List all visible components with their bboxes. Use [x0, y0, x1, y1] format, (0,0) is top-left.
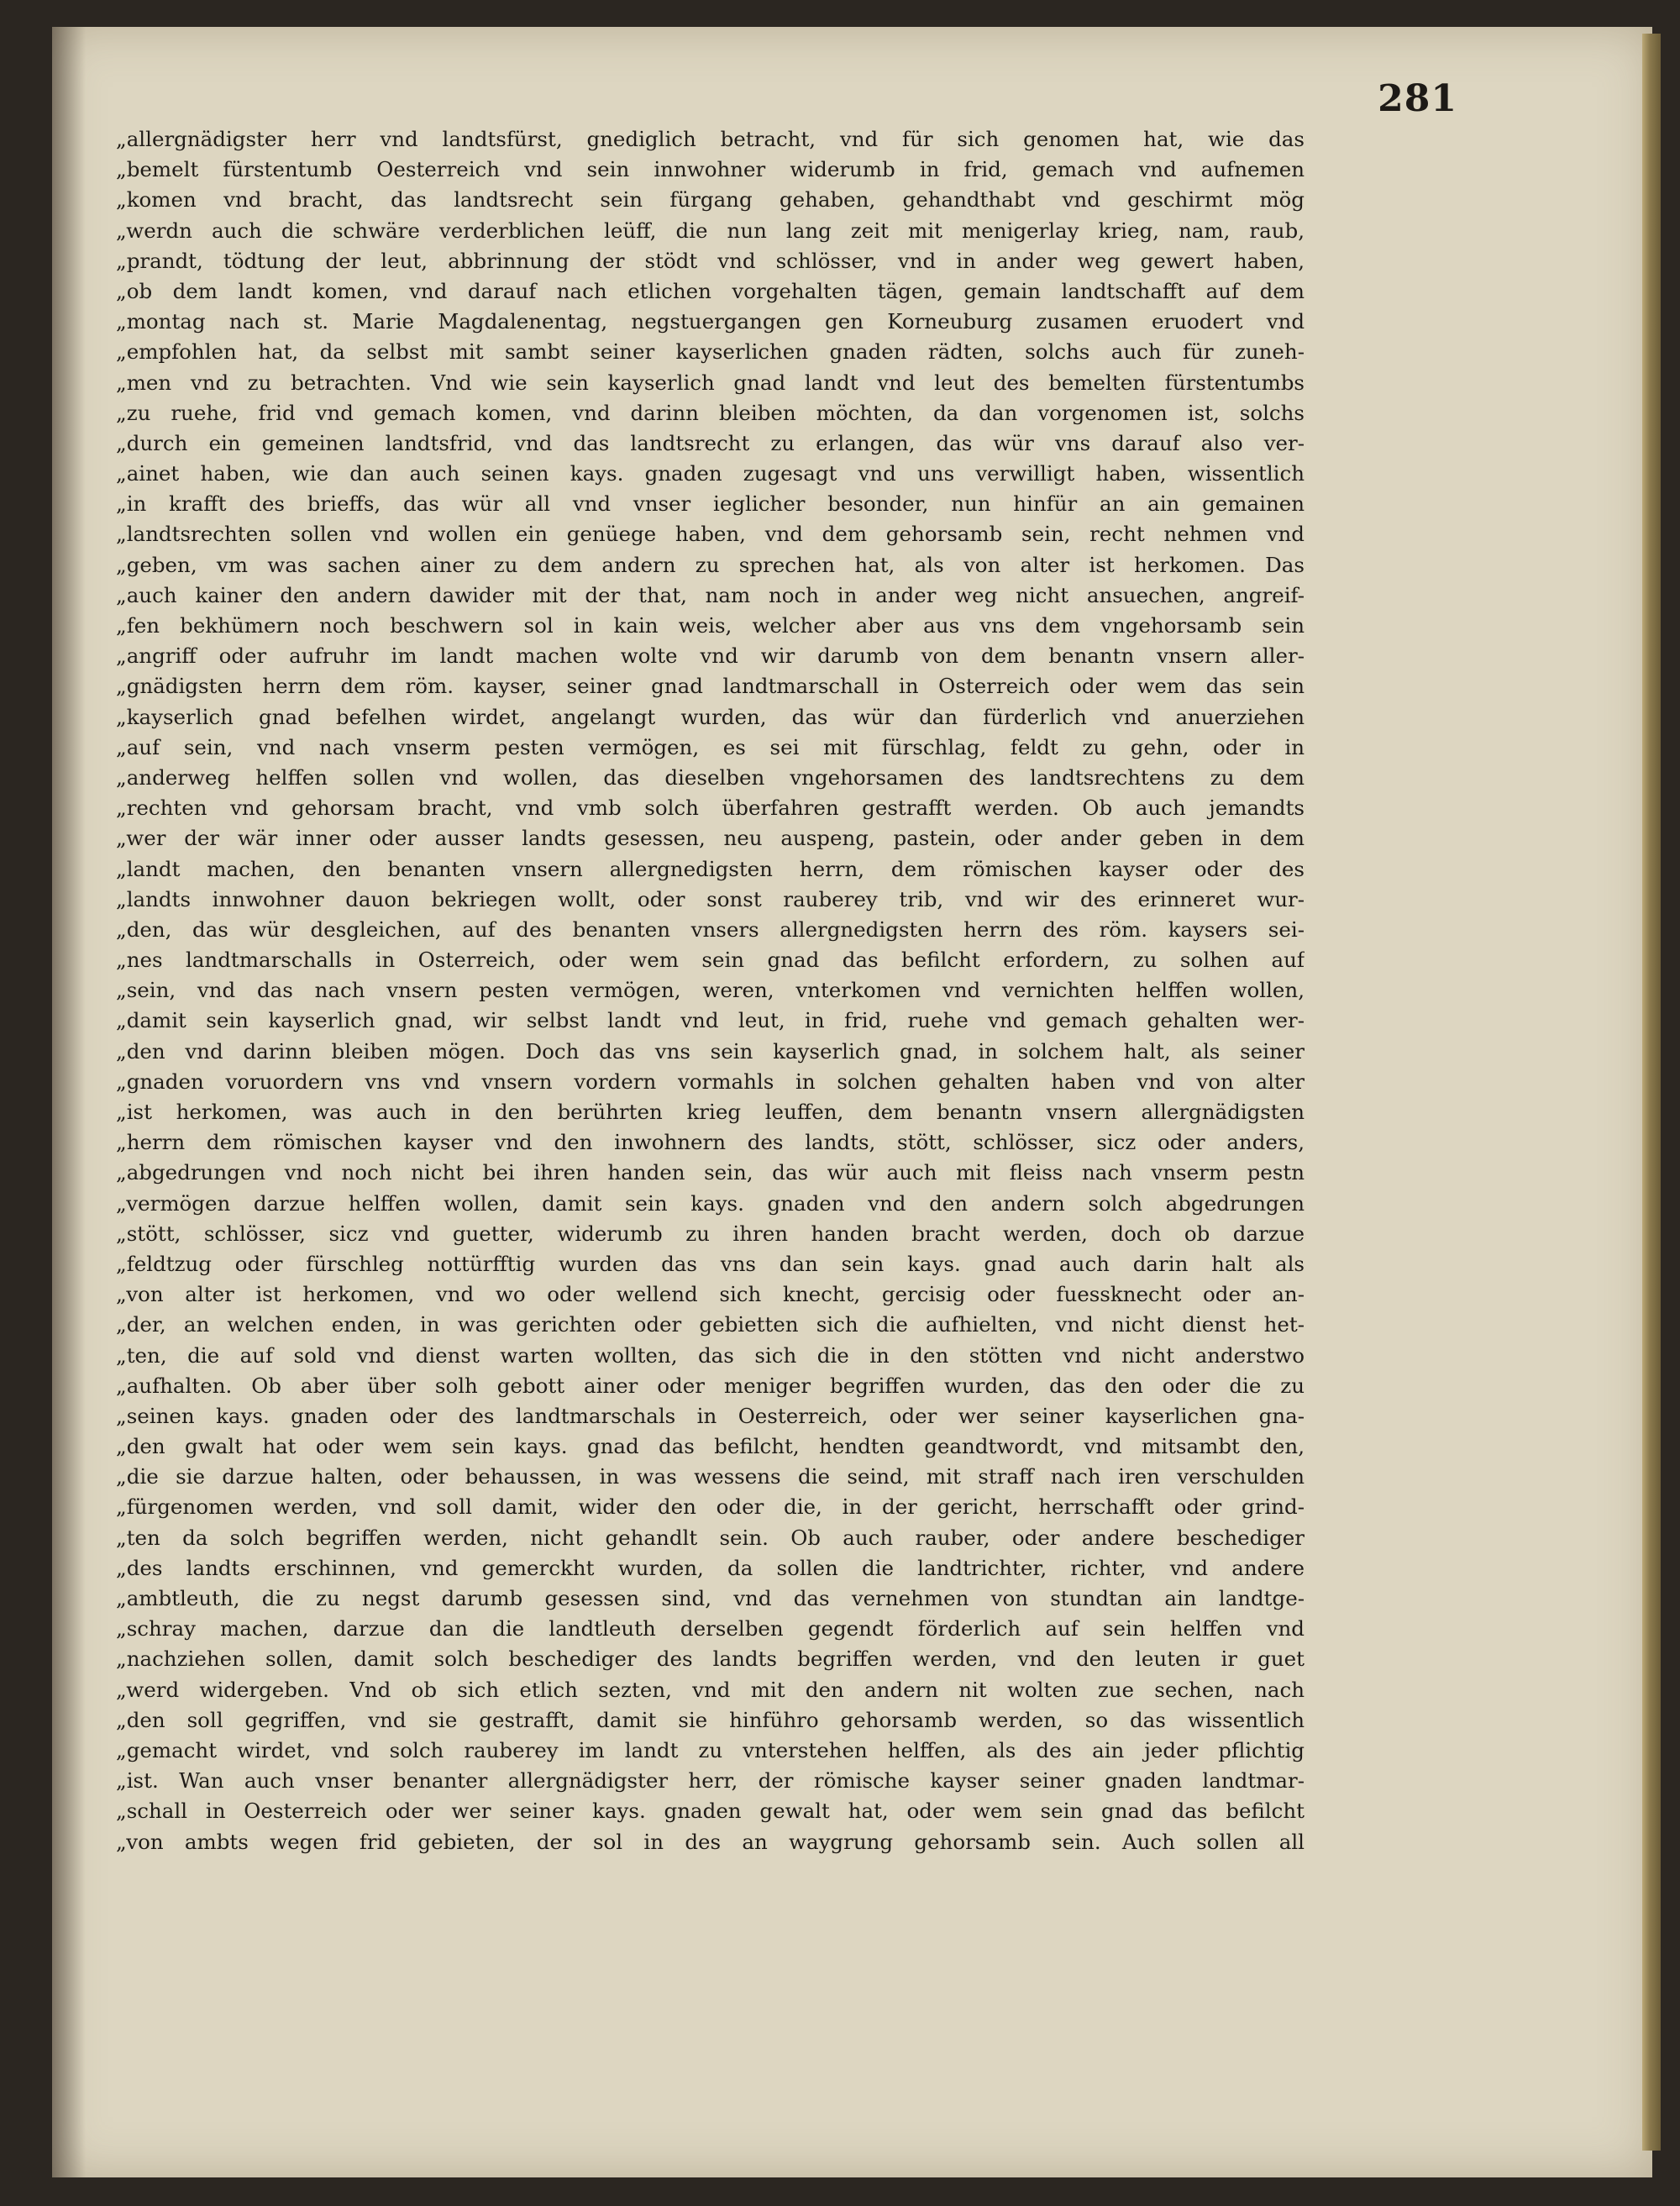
text-line: „zu ruehe, frid vnd gemach komen, vnd darinn bleiben möchten, da dan vorgenomen ist, solchs: [116, 400, 1305, 425]
text-line: „des landts erschinnen, vnd gemerckht wurden, da sollen die landtrichter, richter, vnd andere: [116, 1555, 1305, 1580]
text-line: „ob dem landt komen, vnd darauf nach etlichen vorgehalten tägen, gemain landtschafft auf dem: [116, 278, 1305, 303]
text-line: „ist. Wan auch vnser benanter allergnädigster herr, der römische kayser seiner gnaden landtmar-: [116, 1768, 1305, 1794]
text-line: „feldtzug oder fürschleg nottürfftig wurden das vns dan sein kays. gnad auch darin halt als: [116, 1251, 1305, 1276]
text-line: „aufhalten. Ob aber über solh gebott ainer oder meniger begriffen wurden, das den oder die zu: [116, 1373, 1305, 1398]
text-line: „wer der wär inner oder ausser landts gesessen, neu auspeng, pastein, oder ander geben in dem: [116, 826, 1305, 851]
text-line: „den gwalt hat oder wem sein kays. gnad das befilcht, hendten geandtwordt, vnd mitsambt den,: [116, 1434, 1305, 1459]
text-line: „nes landtmarschalls in Osterreich, oder wem sein gnad das befilcht erfordern, zu solhen auf: [116, 948, 1305, 973]
text-line: „der, an welchen enden, in was gerichten oder gebietten sich die aufhielten, vnd nicht dienst het-: [116, 1312, 1305, 1337]
text-line: „fürgenomen werden, vnd soll damit, wider den oder die, in der gericht, herrschafft oder grind-: [116, 1494, 1305, 1520]
text-line: „von alter ist herkomen, vnd wo oder wellend sich knecht, gercisig oder fuessknecht oder an-: [116, 1282, 1305, 1307]
text-line: „landt machen, den benanten vnsern allergnedigsten herrn, dem römischen kayser oder des: [116, 856, 1305, 881]
text-line: „werdn auch die schwäre verderblichen leüff, die nun lang zeit mit menigerlay krieg, nam, raub,: [116, 218, 1305, 243]
text-line: „bemelt fürstentumb Oesterreich vnd sein innwohner widerumb in frid, gemach vnd aufnemen: [116, 157, 1305, 182]
text-line: „gnädigsten herrn dem röm. kayser, seiner gnad landtmarschall in Osterreich oder wem das sein: [116, 674, 1305, 699]
text-line: „komen vnd bracht, das landtsrecht sein fürgang gehaben, gehandthabt vnd geschirmt mög: [116, 187, 1305, 213]
text-line: „in krafft des brieffs, das wür all vnd vnser ieglicher besonder, nun hinfür an ain gemainen: [116, 491, 1305, 517]
text-line: „auf sein, vnd nach vnserm pesten vermögen, es sei mit fürschlag, feldt zu gehn, oder in: [116, 734, 1305, 759]
text-line: „abgedrungen vnd noch nicht bei ihren handen sein, das wür auch mit fleiss nach vnserm pestn: [116, 1160, 1305, 1185]
text-line: „werd widergeben. Vnd ob sich etlich sezten, vnd mit den andern nit wolten zue sechen, nach: [116, 1677, 1305, 1702]
text-line: „kayserlich gnad befelhen wirdet, angelangt wurden, das wür dan fürderlich vnd anuerziehen: [116, 704, 1305, 729]
text-line: „schall in Oesterreich oder wer seiner kays. gnaden gewalt hat, oder wem sein gnad das befilcht: [116, 1799, 1305, 1824]
text-line: „ainet haben, wie dan auch seinen kays. gnaden zugesagt vnd uns verwilligt haben, wissentlich: [116, 461, 1305, 486]
text-line: „von ambts wegen frid gebieten, der sol in des an waygrung gehorsamb sein. Auch sollen all: [116, 1829, 1305, 1854]
text-line: „sein, vnd das nach vnsern pesten vermögen, weren, vnterkomen vnd vernichten helffen wollen,: [116, 978, 1305, 1003]
text-line: „herrn dem römischen kayser vnd den inwohnern des landts, stött, schlösser, sicz oder anders,: [116, 1130, 1305, 1155]
text-line: „gemacht wirdet, vnd solch rauberey im landt zu vnterstehen helffen, als des ain jeder pflichtig: [116, 1737, 1305, 1762]
text-line: „durch ein gemeinen landtsfrid, vnd das landtsrecht zu erlangen, das wür vns darauf also ver-: [116, 430, 1305, 455]
text-line: „ambtleuth, die zu negst darumb gesessen sind, vnd das vernehmen von stundtan ain landtge-: [116, 1586, 1305, 1610]
text-line: „seinen kays. gnaden oder des landtmarschals in Oesterreich, oder wer seiner kayserlichen gna-: [116, 1403, 1305, 1428]
text-line: „den vnd darinn bleiben mögen. Doch das vns sein kayserlich gnad, in solchem halt, als seiner: [116, 1038, 1305, 1064]
text-line: „ist herkomen, was auch in den berührten krieg leuffen, dem benantn vnsern allergnädigsten: [116, 1100, 1305, 1124]
text-line: „den soll gegriffen, vnd sie gestrafft, damit sie hinführo gehorsamb werden, so das wissentlich: [116, 1707, 1305, 1732]
text-line: „den, das wür desgleichen, auf des benanten vnsers allergnedigsten herrn des röm. kaysers sei-: [116, 917, 1305, 942]
text-line: „angriff oder aufruhr im landt machen wolte vnd wir darumb von dem benantn vnsern aller-: [116, 643, 1305, 669]
text-line: „allergnädigster herr vnd landtsfürst, gnediglich betracht, vnd für sich genomen hat, wie das: [116, 127, 1305, 151]
text-line: „schray machen, darzue dan die landtleuth derselben gegendt förderlich auf sein helffen vnd: [116, 1616, 1305, 1641]
text-line: „landts innwohner dauon bekriegen wollt, oder sonst rauberey trib, vnd wir des erinneret wur-: [116, 886, 1305, 911]
text-line: „landtsrechten sollen vnd wollen ein genüege haben, vnd dem gehorsamb sein, recht nehmen vnd: [116, 522, 1305, 547]
text-line: „stött, schlösser, sicz vnd guetter, widerumb zu ihren handen bracht werden, doch ob darzue: [116, 1221, 1305, 1246]
text-line: „geben, vm was sachen ainer zu dem andern zu sprechen hat, als von alter ist herkomen. Das: [116, 552, 1305, 577]
text-line: „men vnd zu betrachten. Vnd wie sein kayserlich gnad landt vnd leut des bemelten fürstentumbs: [116, 370, 1305, 395]
text-line: „vermögen darzue helffen wollen, damit sein kays. gnaden vnd den andern solch abgedrungen: [116, 1190, 1305, 1216]
text-line: „anderweg helffen sollen vnd wollen, das dieselben vngehorsamen des landtsrechtens zu dem: [116, 764, 1305, 790]
text-line: „die sie darzue halten, oder behaussen, in was wessens die seind, mit straff nach iren verschulden: [116, 1464, 1305, 1489]
text-line: „prandt, tödtung der leut, abbrinnung der stödt vnd schlösser, vnd in ander weg gewert haben,: [116, 248, 1305, 273]
text-line: „auch kainer den andern dawider mit der that, nam noch in ander weg nicht ansuechen, angreif-: [116, 582, 1305, 607]
binding-shadow: [52, 27, 86, 2177]
text-line: „montag nach st. Marie Magdalenentag, negstuergangen gen Korneuburg zusamen eruodert vnd: [116, 309, 1305, 334]
text-line: „ten da solch begriffen werden, nicht gehandlt sein. Ob auch rauber, oder andere beschediger: [116, 1525, 1305, 1550]
body-text: [116, 124, 1305, 1857]
text-line: „gnaden voruordern vns vnd vnsern vordern vormahls in solchen gehalten haben vnd von alter: [116, 1069, 1305, 1094]
text-line: „rechten vnd gehorsam bracht, vnd vmb solch überfahren gestrafft werden. Ob auch jemandts: [116, 796, 1305, 821]
text-line: „damit sein kayserlich gnad, wir selbst landt vnd leut, in frid, ruehe vnd gemach gehalten wer-: [116, 1008, 1305, 1033]
text-line: „empfohlen hat, da selbst mit sambt seiner kayserlichen gnaden rädten, solchs auch für zuneh-: [116, 339, 1305, 365]
text-line: „fen bekhümern noch beschwern sol in kain weis, welcher aber aus vns dem vngehorsamb sein: [116, 613, 1305, 638]
text-line: „ten, die auf sold vnd dienst warten wollten, das sich die in den stötten vnd nicht anderstwo: [116, 1342, 1305, 1368]
page-fore-edge: [1642, 34, 1661, 2151]
page-number: 281: [1378, 77, 1457, 120]
text-line: „nachziehen sollen, damit solch beschediger des landts begriffen werden, vnd den leuten ir guet: [116, 1647, 1305, 1672]
